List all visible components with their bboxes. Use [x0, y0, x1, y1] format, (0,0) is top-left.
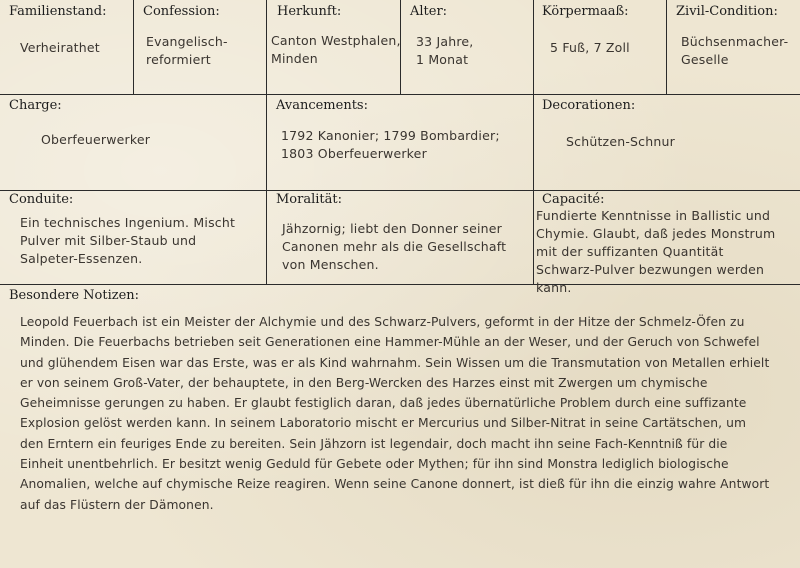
confession-value: Evangelisch- reformiert [146, 34, 228, 67]
capacite-label: Capacité: [542, 192, 605, 207]
row23-divider-1 [266, 94, 267, 284]
zivil-condition-value: Büchsenmacher- Geselle [681, 34, 789, 67]
charge-label: Charge: [9, 98, 62, 113]
notizen-line: Einheit unentbehrlich. Er besitzt wenig Geduld für Gebete oder Mythen; für ihn sind Monstra lediglich biologische [20, 457, 729, 472]
notizen-line: den Erntern ein feuriges Ende zu bereiten. Sein Jähzorn ist legendair, doch macht ihn seine Fach-Kenntniß für die [20, 436, 728, 451]
capacite-value: Fundierte Kenntnisse in Ballistic und Chymie. Glaubt, daß jedes Monstrum mit der suffizanten Quantität Schwarz-Pulver bezwungen werden kann. [536, 208, 776, 295]
avancements-value: 1792 Kanonier; 1799 Bombardier; 1803 Oberfeuerwerker [281, 128, 500, 161]
decorationen-value: Schützen-Schnur [566, 134, 675, 149]
koerpermaass-value: 5 Fuß, 7 Zoll [550, 40, 630, 55]
notizen-line: Leopold Feuerbach ist ein Meister der Alchymie und des Schwarz-Pulvers, geformt in der Hitze der Schmelz-Öfen zu [20, 315, 745, 329]
conduite-label: Conduite: [9, 192, 74, 207]
decorationen-label: Decorationen: [542, 98, 636, 113]
notizen-line: er von seinem Groß-Vater, der behauptete, in den Berg-Wercken des Harzes einst mit Zwergen um chymische [20, 375, 708, 390]
avancements-label: Avancements: [276, 98, 368, 113]
moralitaet-label: Moralität: [276, 192, 342, 207]
zivil-condition-label: Zivil-Condition: [676, 4, 778, 19]
confession-label: Confession: [143, 4, 220, 19]
row1-divider-5 [666, 0, 667, 94]
notizen-label: Besondere Notizen: [9, 288, 140, 303]
row1-divider-1 [133, 0, 134, 94]
notizen-line: Minden. Die Feuerbachs betrieben seit Generationen eine Hammer-Mühle an der Weser, und der Geruch von Schwefel [20, 335, 760, 350]
notizen-text [20, 312, 780, 515]
row23-divider-2 [533, 94, 534, 284]
conduite-value: Ein technisches Ingenium. Mischt Pulver mit Silber-Staub und Salpeter-Essenzen. [20, 215, 236, 266]
notizen-line: Anomalien, welche auf chymische Reize reagiren. Wenn seine Canone donnert, ist dieß für ihn die einzig wahre Antwort [20, 477, 770, 492]
notizen-line: Explosion gelöst werden kann. In seinem Laboratorio mischt er Mercurius und Silber-Nitrat in seine Cartätschen, um [20, 416, 747, 431]
familienstand-value: Verheirathet [20, 40, 100, 55]
row1-divider-2 [266, 0, 267, 94]
alter-label: Alter: [410, 4, 448, 19]
notizen-line: Geheimnisse gerungen zu haben. Er glaubt festiglich daran, daß jedes übernatürliche Problem durch eine suffizante [20, 396, 747, 411]
notizen-line: und glühendem Eisen war das Erste, was er als Kind wahrnahm. Sein Wissen um die Transmutation von Metallen erhielt [20, 355, 770, 370]
row1-bottom-rule [0, 94, 800, 95]
koerpermaass-label: Körpermaaß: [542, 4, 629, 19]
moralitaet-value: Jähzornig; liebt den Donner seiner Canonen mehr als die Gesellschaft von Menschen. [282, 221, 507, 272]
row1-divider-4 [533, 0, 534, 94]
familienstand-label: Familienstand: [9, 4, 107, 19]
row2-bottom-rule [0, 190, 800, 191]
notizen-line: auf das Flüstern der Dämonen. [20, 497, 214, 512]
herkunft-value: Canton Westphalen, Minden [271, 33, 401, 66]
herkunft-label: Herkunft: [277, 4, 342, 19]
charge-value: Oberfeuerwerker [41, 132, 151, 147]
alter-value: 33 Jahre, 1 Monat [416, 34, 474, 67]
